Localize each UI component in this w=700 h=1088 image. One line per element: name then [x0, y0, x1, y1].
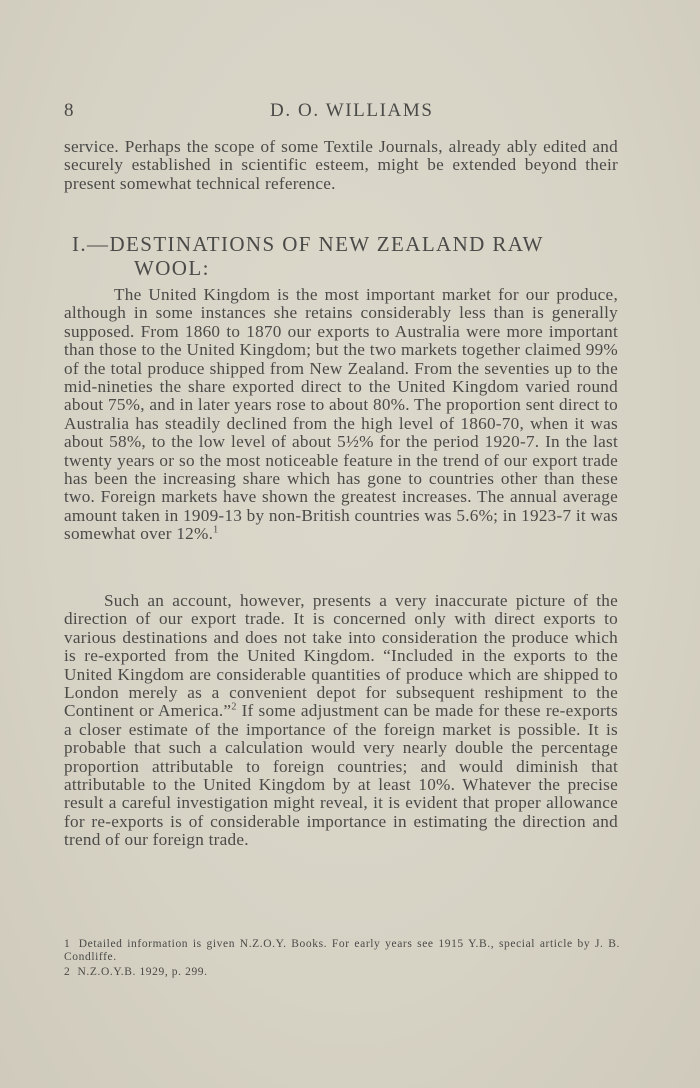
page-header	[64, 100, 620, 124]
paragraph-united-kingdom	[64, 286, 618, 544]
paragraph-re-exports	[64, 592, 618, 850]
paragraph-re-exports-text-b: If some adjustment can be made for these re-exports a closer estimate of the importance of the foreign market is possible. It is probable that such a calculation would very nearly double the percentage proportion attributable to foreign countries; and would diminish that attributable to the United Kingdom by at least 10%. Whatever the precise result a careful investigation might reveal, it is evident that proper allowance for re-exports is of considerable importance in estimating the direction and trend of our foreign trade.	[64, 701, 618, 850]
footnote-ref-2: 2	[231, 701, 237, 713]
footnote-ref-1: 1	[213, 524, 219, 536]
section-heading-line2: WOOL:	[134, 256, 210, 280]
footnote-mark: 1	[64, 938, 71, 950]
footnote-text: N.Z.O.Y.B. 1929, p. 299.	[77, 966, 208, 978]
paragraph-united-kingdom-text: The United Kingdom is the most important market for our produce, although in some instances she retains considerably less than is generally supposed. From 1860 to 1870 our exports to Australia were more important than those to the United Kingdom; but the two markets together claimed 99% of the total produce shipped from New Zealand. From the seventies up to the mid-nineties the share exported direct to the United Kingdom varied round about 75%, and in later years rose to about 80%. The proportion sent direct to Australia has steadily declined from the high level of 1860-70, when it was about 58%, to the low level of about 5½% for the period 1920-7. In the last twenty years or so the most noticeable feature in the trend of our export trade has been the increasing share which has gone to countries other than these two. Foreign markets have shown the greatest increases. The annual average amount taken in 1909-13 by non-British countries was 5.6%; in 1923-7 it was somewhat over 12%.	[64, 285, 618, 544]
section-heading-line1: I.—DESTINATIONS OF NEW ZEALAND RAW	[72, 232, 544, 256]
section-heading	[72, 232, 592, 280]
page-number: 8	[64, 100, 75, 121]
footnote-1	[64, 938, 620, 963]
footnote-text: Detailed information is given N.Z.O.Y. Books. For early years see 1915 Y.B., special article by J. B. Condliffe.	[64, 938, 620, 963]
running-head: D. O. WILLIAMS	[270, 100, 434, 121]
footnote-mark: 2	[64, 966, 71, 978]
paragraph-re-exports-text-a: Such an account, however, presents a very inaccurate picture of the direction of our export trade. It is concerned only with direct exports to various destinations and does not take into consideration the produce which is re-exported from the United Kingdom. “Included in the exports to the United Kingdom are considerable quantities of produce which are shipped to London merely as a convenient depot for subsequent reshipment to the Continent or America.”	[64, 591, 618, 721]
footnotes	[64, 938, 620, 982]
paragraph-intro: service. Perhaps the scope of some Textile Journals, already ably edited and securely established in scientific esteem, might be extended beyond their present somewhat technical reference.	[64, 137, 618, 193]
footnote-2	[64, 966, 620, 979]
